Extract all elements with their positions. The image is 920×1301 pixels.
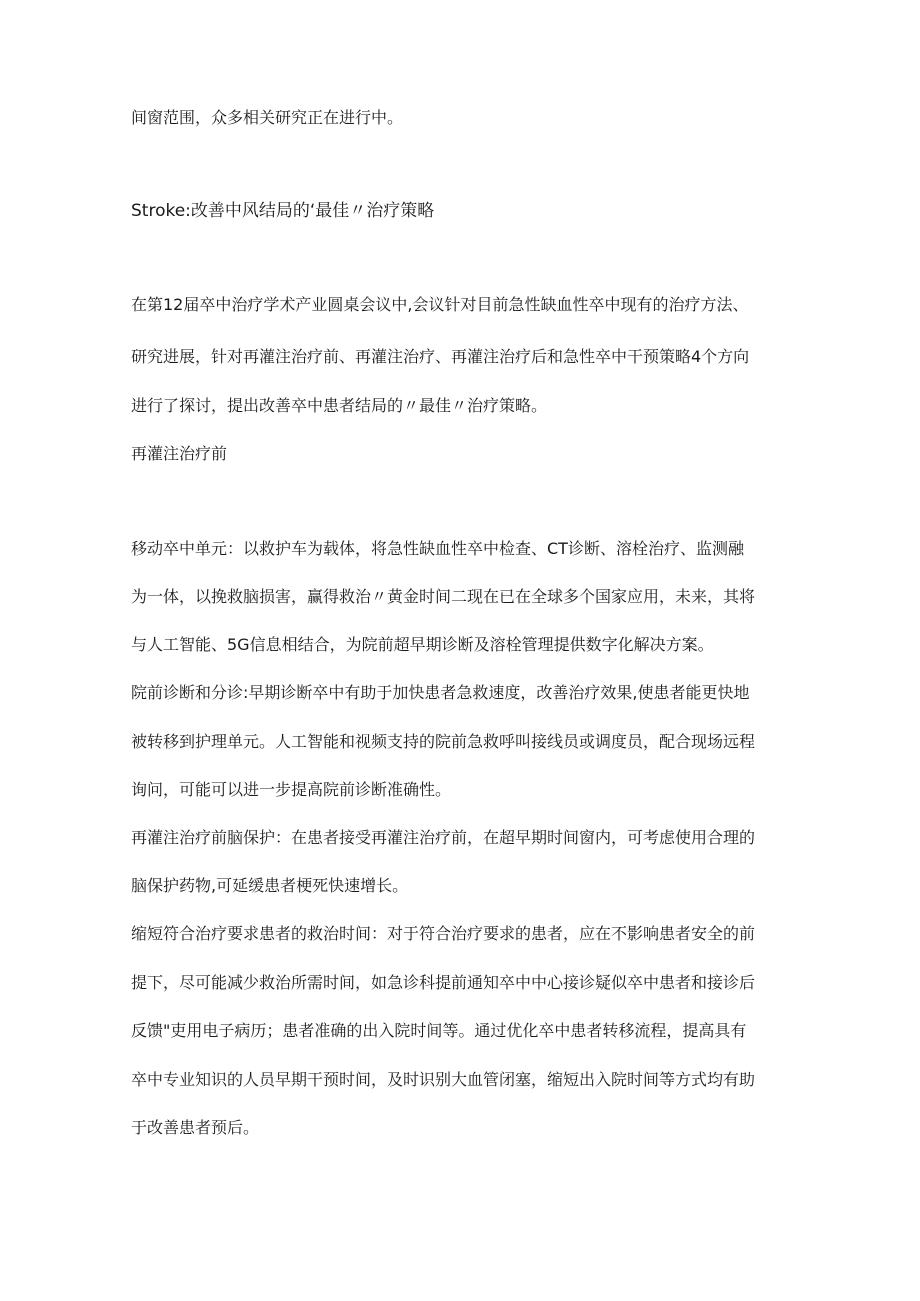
mobile-unit-line-3: 与人工智能、5G信息相结合，为院前超早期诊断及溶栓管理提供数字化解决方案。 bbox=[131, 635, 714, 654]
neuroprotection-line-1: 再灌注治疗前脑保护：在患者接受再灌注治疗前，在超早期时间窗内，可考虑使用合理的 bbox=[131, 828, 756, 847]
prehospital-line-1: 院前诊断和分诊:早期诊断卒中有助于加快患者急救速度，改善治疗效果,使患者能更快地 bbox=[131, 683, 750, 702]
shorten-time-line-3: 反馈"吏用电子病历；患者准确的出入院时间等。通过优化卒中患者转移流程，提高具有 bbox=[131, 1021, 747, 1040]
mobile-unit-line-1: 移动卒中单元：以救护车为载体，将急性缺血性卒中检查、CT诊断、溶栓治疗、监测融 bbox=[131, 539, 744, 558]
overview-line-3: 进行了探讨，提出改善卒中患者结局的〃最佳〃治疗策略。 bbox=[131, 396, 548, 415]
shorten-time-line-1: 缩短符合治疗要求患者的救治时间：对于符合治疗要求的患者，应在不影响患者安全的前 bbox=[131, 924, 756, 943]
mobile-unit-line-2: 为一体，以挽救脑损害，赢得救治〃黄金时间二现在已在全球多个国家应用，未来，其将 bbox=[131, 587, 756, 606]
prehospital-line-3: 询问，可能可以进一步提高院前诊断准确性。 bbox=[131, 780, 452, 799]
section-title: Stroke:改善中风结局的‘最佳〃治疗策略 bbox=[131, 201, 435, 221]
intro-tail-line: 间窗范围，众多相关研究正在进行中。 bbox=[131, 108, 404, 127]
shorten-time-line-2: 提下，尽可能减少救治所需时间，如急诊科提前通知卒中中心接诊疑似卒中患者和接诊后 bbox=[131, 973, 756, 992]
shorten-time-line-4: 卒中专业知识的人员早期干预时间，及时识别大血管闭塞，缩短出入院时间等方式均有助 bbox=[131, 1070, 756, 1089]
neuroprotection-line-2: 脑保护药物,可延缓患者梗死快速增长。 bbox=[131, 876, 409, 895]
prehospital-line-2: 被转移到护理单元。人工智能和视频支持的院前急救呼叫接线员或调度员，配合现场远程 bbox=[131, 732, 756, 751]
shorten-time-line-5: 于改善患者预后。 bbox=[131, 1118, 260, 1137]
overview-line-2: 研究进展，针对再灌注治疗前、再灌注治疗、再灌注治疗后和急性卒中干预策略4个方向 bbox=[131, 347, 750, 366]
subsection-title: 再灌注治疗前 bbox=[131, 444, 228, 463]
overview-line-1: 在第12届卒中治疗学术产业圆桌会议中,会议针对目前急性缺血性卒中现有的治疗方法、 bbox=[131, 295, 749, 314]
